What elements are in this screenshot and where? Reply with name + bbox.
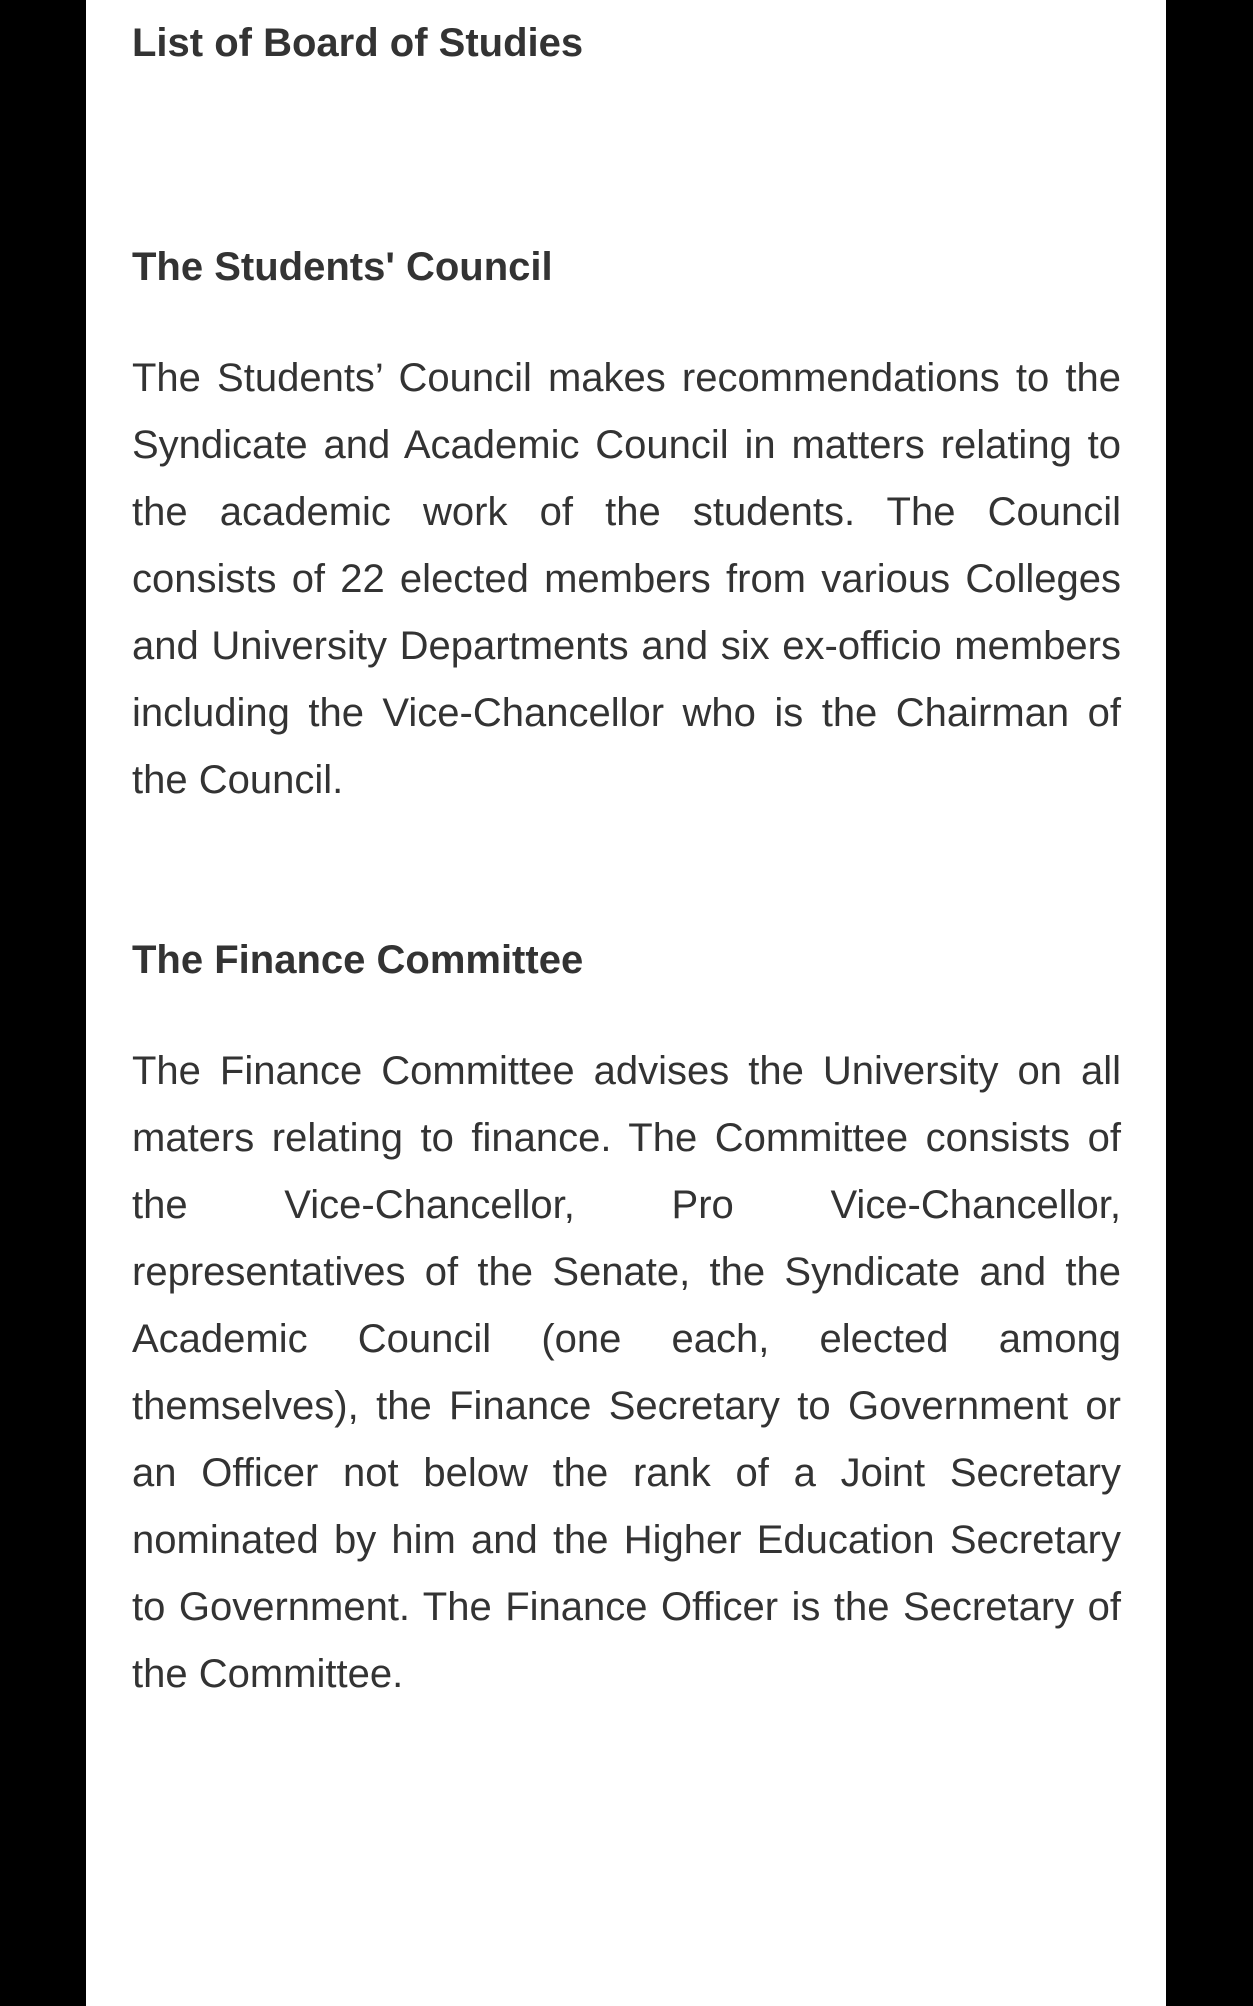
students-council-heading: The Students' Council — [132, 245, 553, 289]
content-page — [86, 0, 1166, 2006]
list-of-board-of-studies-link[interactable]: List of Board of Studies — [132, 21, 584, 65]
finance-committee-paragraph: The Finance Committee advises the University on all maters relating to finance. The Committee consists of the Vice-Chancellor, Pro Vice-Chancellor, representatives of the Senate, the Syndicate and the Academic Council (one each, elected among themselves), the Finance Secretary to Government or an Officer not below the rank of a Joint Secretary nominated by him and the Higher Education Secretary to Government. The Finance Officer is the Secretary of the Committee. — [132, 1049, 1121, 1696]
students-council-paragraph: The Students’ Council makes recommendations to the Syndicate and Academic Council in matters relating to the academic work of the students. The Council consists of 22 elected members from various Colleges and University Departments and six ex-officio members including the Vice-Chancellor who is the Chairman of the Council. — [132, 356, 1121, 802]
finance-committee-heading: The Finance Committee — [132, 938, 584, 982]
